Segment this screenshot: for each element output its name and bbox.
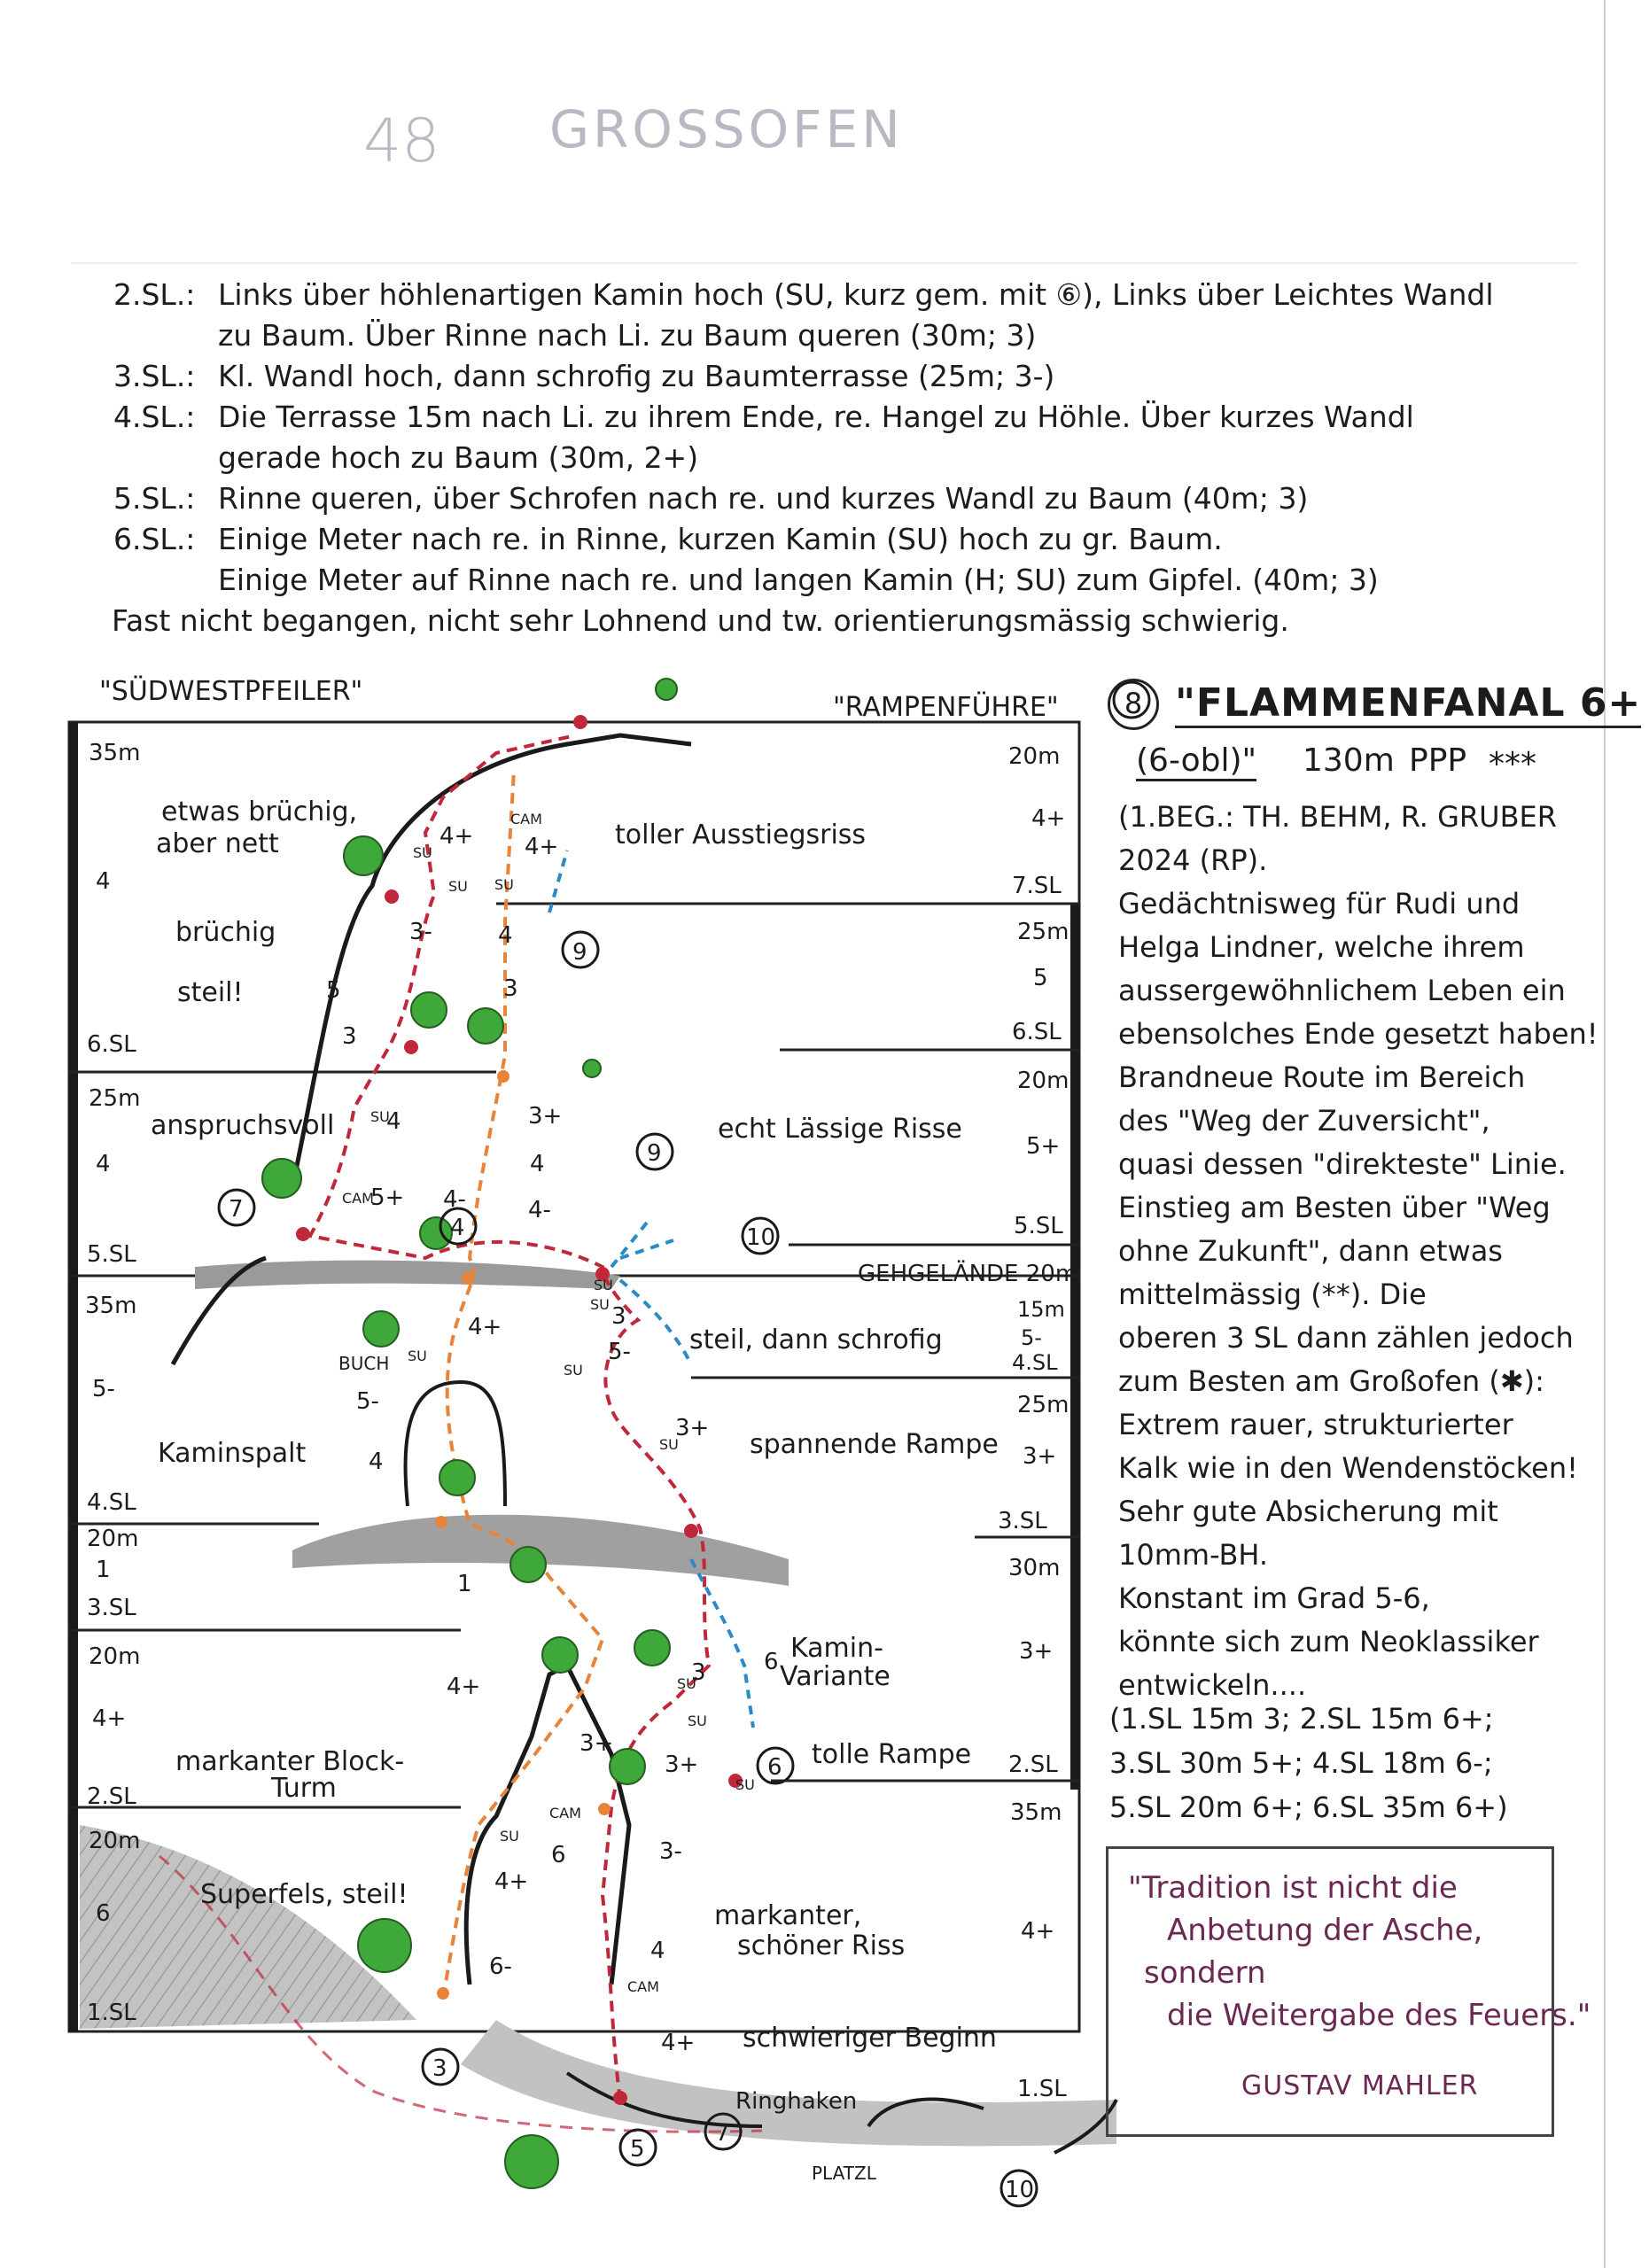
grade-mark: 6 <box>764 1649 779 1675</box>
left-label: 4.SL <box>87 1489 136 1516</box>
route-line: oberen 3 SL dann zählen jedoch <box>1118 1321 1574 1355</box>
grade-mark: 4 <box>530 1151 545 1177</box>
annotation: Turm <box>271 1773 337 1804</box>
pitch-label: 6.SL.: <box>113 522 196 556</box>
pitch-summary-line: 3.SL 30m 5+; 4.SL 18m 6-; <box>1109 1746 1493 1780</box>
left-label: 5.SL <box>87 1241 136 1268</box>
route-name-text: "FLAMMENFANAL 6+ <box>1175 680 1641 728</box>
right-grade: 4+ <box>1031 805 1066 832</box>
right-length: 15m <box>1017 1297 1065 1322</box>
left-label: 6.SL <box>87 1031 136 1058</box>
page-title: GROSSOFEN <box>549 99 904 159</box>
annotation: echt Lässige Risse <box>718 1114 962 1145</box>
protection-mark: SU <box>659 1436 679 1453</box>
left-length: 20m <box>87 1526 139 1552</box>
left-scale-bar <box>69 722 78 2031</box>
route-line: Einstieg am Besten über "Weg <box>1118 1191 1551 1224</box>
left-length: 20m <box>89 1828 141 1854</box>
right-label: 2.SL <box>1008 1751 1058 1778</box>
right-label: 5.SL <box>1014 1213 1063 1239</box>
quote-box <box>1106 1846 1591 2137</box>
annotation: Variante <box>780 1661 891 1692</box>
annotation: steil, dann schrofig <box>689 1324 943 1355</box>
grade-mark: 4+ <box>525 834 559 860</box>
route-line: Gedächtnisweg für Rudi und <box>1118 887 1521 920</box>
route-ref: 5 <box>630 2136 645 2163</box>
grade-mark: 3 <box>611 1303 626 1330</box>
annotation: tolle Rampe <box>812 1739 972 1770</box>
grade-mark: 4+ <box>494 1868 529 1895</box>
route-line: aussergewöhnlichem Leben ein <box>1118 974 1566 1007</box>
grade-mark: 4- <box>443 1186 466 1213</box>
grade-mark: 6- <box>489 1953 512 1980</box>
right-length: GEHGELÄNDE 20m <box>858 1261 1078 1287</box>
route-line: Konstant im Grad 5-6, <box>1118 1581 1430 1615</box>
pitch-text: Kl. Wandl hoch, dann schrofig zu Baumterrasse (25m; 3-) <box>218 359 1055 393</box>
grade-mark: 1 <box>457 1571 472 1597</box>
pitch-summary-line: (1.SL 15m 3; 2.SL 15m 6+; <box>1109 1702 1494 1736</box>
protection-mark: CAM <box>342 1190 374 1207</box>
route-line: Extrem rauer, strukturierter <box>1118 1408 1513 1441</box>
block-tower-outline <box>466 1666 629 1984</box>
right-label: 1.SL <box>1017 2076 1067 2102</box>
grade-mark: 4+ <box>661 2030 696 2056</box>
protection-mark: SU <box>590 1296 610 1313</box>
grade-mark: 4+ <box>447 1674 481 1700</box>
annotation: BUCH <box>338 1353 390 1374</box>
route-line: Helga Lindner, welche ihrem <box>1118 930 1525 964</box>
left-grade: 1 <box>96 1557 111 1583</box>
protection-mark: SU <box>564 1362 583 1379</box>
protection-mark: SU <box>408 1348 427 1364</box>
grade-mark: 3 <box>503 975 518 1002</box>
route-number-badge: 8 <box>1108 679 1159 730</box>
annotation: markanter, <box>714 1900 862 1931</box>
grade-mark: 4 <box>369 1449 384 1475</box>
annotation: Kamin- <box>790 1633 883 1664</box>
left-grade: 5- <box>92 1376 115 1402</box>
annotation: schöner Riss <box>737 1930 906 1961</box>
right-grade: 5 <box>1033 965 1048 991</box>
right-grade: 5+ <box>1026 1133 1061 1160</box>
grade-mark: 5- <box>356 1388 379 1415</box>
description-note: Fast nicht begangen, nicht sehr Lohnend und tw. orientierungsmässig schwierig. <box>112 603 1289 638</box>
grade-mark: 6 <box>551 1842 566 1868</box>
route-ref: 10 <box>1005 2177 1035 2203</box>
quote-line: Anbetung der Asche, <box>1167 1913 1483 1948</box>
right-length: 35m <box>1010 1799 1062 1826</box>
annotation: Kaminspalt <box>158 1438 307 1469</box>
middle-route-title: "RAMPENFÜHRE" <box>833 692 1059 723</box>
left-length: 20m <box>89 1643 141 1670</box>
left-route-title: "SÜDWESTPFEILER" <box>99 676 363 707</box>
pitch-text: Links über höhlenartigen Kamin hoch (SU, kurz gem. mit ⑥), Links über Leichtes Wandl <box>218 277 1494 312</box>
pitch-text: Die Terrasse 15m nach Li. zu ihrem Ende, re. Hangel zu Höhle. Über kurzes Wandl <box>218 400 1414 434</box>
annotation: etwas brüchig, <box>161 796 358 827</box>
grade-mark: 3 <box>342 1023 357 1050</box>
pitch-text: Einige Meter auf Rinne nach re. und langen Kamin (H; SU) zum Gipfel. (40m; 3) <box>218 563 1379 597</box>
route-line: 10mm-BH. <box>1118 1538 1269 1572</box>
pitch-text: gerade hoch zu Baum (30m, 2+) <box>218 440 699 475</box>
route-line: könnte sich zum Neoklassiker <box>1118 1625 1539 1658</box>
grade-mark: 3- <box>409 919 432 945</box>
route-line: Brandneue Route im Bereich <box>1118 1060 1526 1094</box>
route-description <box>1118 796 1597 1707</box>
pitch-summary <box>1109 1697 1606 1829</box>
annotation: toller Ausstiegsriss <box>615 819 867 850</box>
right-label: 6.SL <box>1012 1019 1062 1045</box>
route-ref: 7 <box>715 2120 730 2147</box>
left-grade: 4+ <box>92 1705 127 1732</box>
pitch-text: Rinne queren, über Schrofen nach re. und kurzes Wandl zu Baum (40m; 3) <box>218 481 1309 516</box>
route-grade <box>1136 742 1256 779</box>
quote-line: die Weitergabe des Feuers." <box>1167 1998 1591 2033</box>
protection-mark: SU <box>448 878 468 895</box>
right-label: 7.SL <box>1012 873 1062 899</box>
left-grade: 4 <box>96 1151 111 1177</box>
protection-mark: SU <box>413 844 432 861</box>
route-line: ebensolches Ende gesetzt haben! <box>1118 1017 1598 1051</box>
left-length: 35m <box>85 1293 137 1319</box>
route-length: 130m <box>1303 742 1395 779</box>
quote-line: "Tradition ist nicht die <box>1128 1870 1458 1906</box>
protection-mark: CAM <box>627 1978 659 1995</box>
pitch-label: 4.SL.: <box>113 400 196 434</box>
grade-mark: 4 <box>650 1938 665 1964</box>
quote-author: GUSTAV MAHLER <box>1241 2070 1479 2101</box>
protection-mark: SU <box>594 1277 613 1293</box>
grade-mark: 5 <box>326 977 341 1004</box>
route-ref: 7 <box>229 1196 244 1223</box>
annotation: PLATZL <box>812 2163 876 2184</box>
protection-mark: SU <box>370 1108 390 1125</box>
grade-mark: 3- <box>659 1838 682 1865</box>
annotation: Ringhaken <box>735 2088 858 2115</box>
route-line: zum Besten am Großofen (✱): <box>1118 1364 1544 1398</box>
annotation: steil! <box>177 977 244 1008</box>
left-label: 3.SL <box>87 1595 136 1621</box>
grade-mark: 4+ <box>439 823 474 850</box>
route-ref: 6 <box>767 1754 782 1781</box>
right-grade: 3+ <box>1019 1638 1054 1665</box>
annotation: spannende Rampe <box>750 1429 999 1460</box>
route-line: des "Weg der Zuversicht", <box>1118 1104 1490 1138</box>
pitch-label: 2.SL.: <box>113 277 196 312</box>
grade-mark: 3+ <box>579 1730 614 1757</box>
route-line: (1.BEG.: TH. BEHM, R. GRUBER <box>1118 800 1557 834</box>
right-grade: 5- <box>1021 1325 1042 1350</box>
route-ref: 9 <box>572 939 587 966</box>
route-line: 2024 (RP). <box>1118 843 1268 877</box>
route-line: Kalk wie in den Wendenstöcken! <box>1118 1451 1578 1485</box>
route-grade-text: (6-obl)" <box>1136 742 1256 781</box>
protection-mark: SU <box>735 1776 755 1793</box>
quote-line: sondern <box>1144 1955 1266 1991</box>
left-label: 2.SL <box>87 1783 136 1810</box>
route-rating: PPP <box>1409 742 1467 779</box>
left-length: 25m <box>89 1085 141 1112</box>
left-label: 1.SL <box>87 2000 136 2026</box>
right-label: 4.SL <box>1012 1350 1058 1375</box>
route-line: quasi dessen "direkteste" Linie. <box>1118 1147 1567 1181</box>
grade-mark: 5+ <box>370 1184 405 1211</box>
pitch-label: 3.SL.: <box>113 359 196 393</box>
belay-lines <box>69 904 1079 1807</box>
annotation: markanter Block- <box>175 1746 405 1777</box>
protection-mark: SU <box>688 1713 707 1729</box>
pitch-text: Einige Meter nach re. in Rinne, kurzen Kamin (SU) hoch zu gr. Baum. <box>218 522 1223 556</box>
grade-mark: 3+ <box>675 1415 710 1441</box>
right-length: 20m <box>1017 1068 1070 1094</box>
grade-mark: 4 <box>498 922 513 949</box>
right-grade: 4+ <box>1021 1918 1055 1945</box>
annotation: Superfels, steil! <box>200 1879 408 1910</box>
right-scale-bar <box>1070 904 1079 1790</box>
route-line: Sehr gute Absicherung mit <box>1118 1495 1498 1528</box>
protection-mark: SU <box>494 876 514 893</box>
grade-mark: 4 <box>386 1108 401 1135</box>
route-name <box>1175 680 1641 726</box>
route-ref: 4 <box>450 1215 465 1241</box>
right-length: 30m <box>1008 1555 1061 1581</box>
annotation: schwieriger Beginn <box>743 2023 997 2054</box>
annotation: brüchig <box>175 917 276 948</box>
right-length: 20m <box>1008 743 1061 770</box>
route-line: mittelmässig (**). Die <box>1118 1278 1427 1311</box>
right-label: 3.SL <box>998 1508 1047 1534</box>
protection-mark: CAM <box>549 1805 581 1821</box>
pitch-label: 5.SL.: <box>113 481 196 516</box>
route-ref: 10 <box>746 1224 776 1251</box>
route-ref: 3 <box>432 2055 447 2082</box>
route-stars: *** <box>1489 746 1536 782</box>
route-line-blue <box>549 850 753 1728</box>
right-grade: 3+ <box>1023 1443 1057 1470</box>
annotation: anspruchsvoll <box>151 1110 335 1141</box>
grade-mark: 4- <box>528 1197 551 1223</box>
upper-terrace <box>195 1261 620 1289</box>
protection-mark: CAM <box>510 811 542 827</box>
grade-mark: 4+ <box>468 1314 502 1340</box>
route-ref: 9 <box>647 1140 662 1167</box>
grade-mark: 3 <box>691 1659 706 1686</box>
grade-mark: 3+ <box>528 1103 563 1130</box>
page-number: 48 <box>363 106 440 176</box>
left-grade: 6 <box>96 1900 111 1927</box>
grade-mark: 3+ <box>665 1751 699 1778</box>
pitch-summary-line: 5.SL 20m 6+; 6.SL 35m 6+) <box>1109 1790 1508 1824</box>
right-length: 25m <box>1017 919 1070 945</box>
protection-mark: SU <box>677 1675 696 1692</box>
route-line: ohne Zukunft", dann etwas <box>1118 1234 1503 1268</box>
route-line: entwickeln.... <box>1118 1668 1307 1702</box>
left-length: 35m <box>89 740 141 766</box>
annotation: aber nett <box>156 828 279 859</box>
left-grade: 4 <box>96 868 111 895</box>
grade-mark: 5- <box>608 1339 631 1365</box>
protection-mark: SU <box>500 1828 519 1845</box>
right-length: 25m <box>1017 1392 1070 1418</box>
pitch-text: zu Baum. Über Rinne nach Li. zu Baum queren (30m; 3) <box>218 318 1037 353</box>
